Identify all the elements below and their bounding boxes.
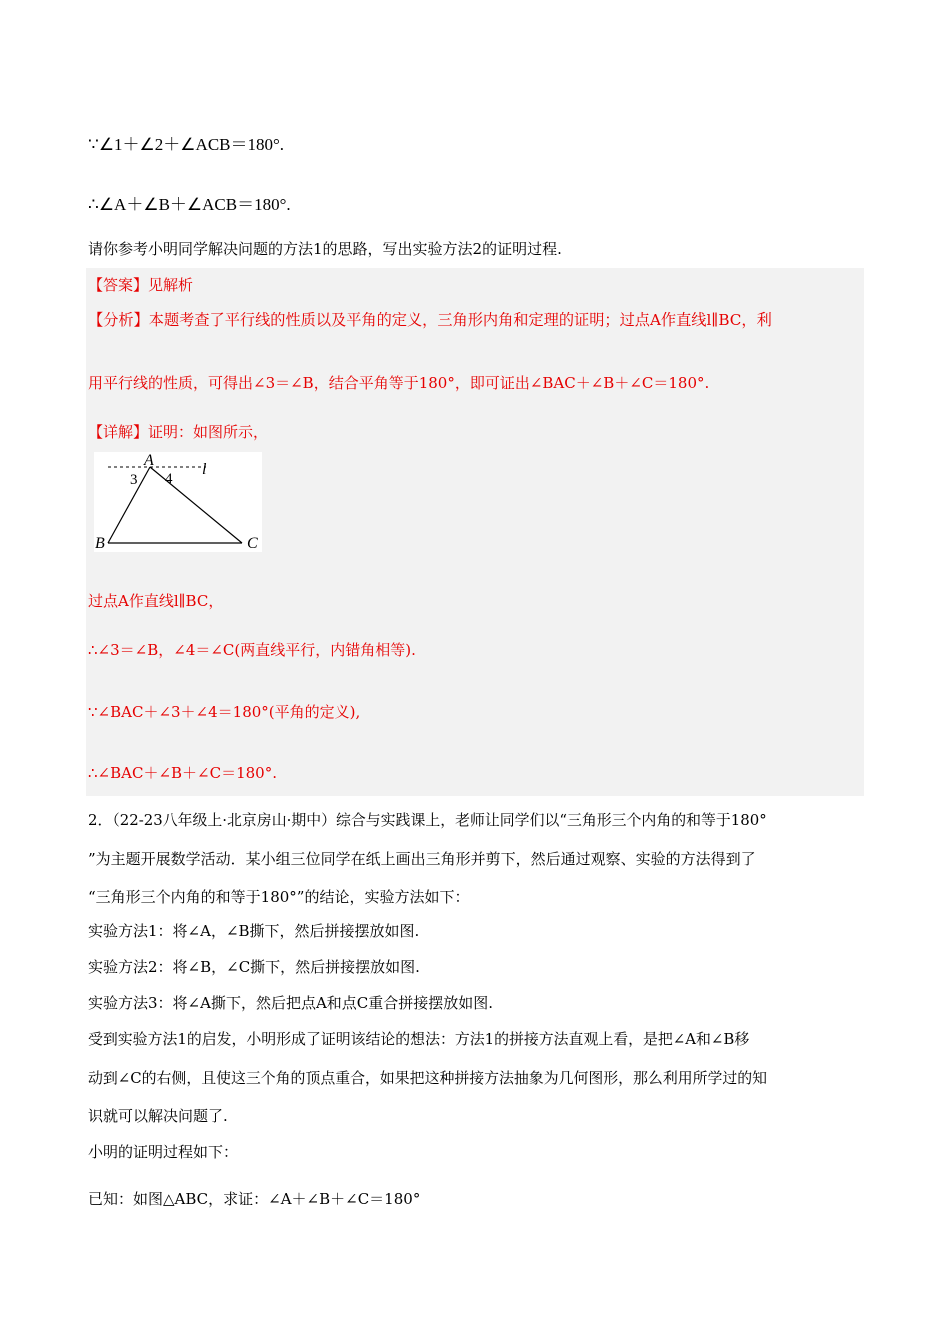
side-ab — [108, 467, 150, 543]
proof-line-because: ∵∠1＋∠2＋∠ACB＝180°. — [88, 135, 285, 154]
label-angle-3: 3 — [130, 472, 138, 488]
method-3: 实验方法3：将∠A撕下，然后把点A和点C重合拼接摆放如图. — [88, 994, 494, 1012]
inspire-line-2: 动到∠C的右侧，且使这三个角的顶点重合，如果把这种拼接方法抽象为几何图形，那么利用所学过的知 — [88, 1069, 768, 1087]
instruction-text: 请你参考小明同学解决问题的方法1的思路，写出实验方法2的证明过程. — [88, 240, 562, 258]
question2-line-2: ”为主题开展数学活动．某小组三位同学在纸上画出三角形并剪下，然后通过观察、实验的方法得到了 — [88, 850, 756, 868]
inspire-line-3: 识就可以解决问题了. — [88, 1107, 228, 1125]
given-line: 已知：如图△ABC，求证：∠A＋∠B＋∠C＝180° — [88, 1190, 421, 1208]
triangle-figure — [94, 452, 262, 552]
detail-heading: 【详解】证明：如图所示， — [88, 423, 269, 441]
proof-line-therefore: ∴∠A＋∠B＋∠ACB＝180°. — [88, 195, 291, 214]
side-ac — [150, 467, 242, 543]
label-a: A — [144, 452, 154, 469]
question2-line-1: 2．（22-23八年级上·北京房山·期中）综合与实践课上，老师让同学们以“三角形三个内角的和等于180° — [88, 811, 767, 829]
step-4: ∴∠BAC＋∠B＋∠C＝180°. — [88, 764, 277, 782]
label-angle-4: 4 — [165, 471, 173, 487]
proof-intro: 小明的证明过程如下： — [88, 1143, 239, 1161]
label-c: C — [247, 535, 258, 552]
label-b: B — [95, 535, 105, 552]
step-2: ∴∠3＝∠B，∠4＝∠C(两直线平行，内错角相等). — [88, 641, 416, 659]
label-l: l — [202, 461, 207, 478]
analysis-line-2: 用平行线的性质，可得出∠3＝∠B，结合平角等于180°，即可证出∠BAC＋∠B＋∠C＝180°. — [88, 374, 710, 392]
triangle-diagram — [94, 452, 262, 552]
method-1: 实验方法1：将∠A，∠B撕下，然后拼接摆放如图. — [88, 922, 420, 940]
method-2: 实验方法2：将∠B，∠C撕下，然后拼接摆放如图. — [88, 958, 420, 976]
question2-line-3: “三角形三个内角的和等于180°”的结论，实验方法如下： — [88, 888, 470, 906]
step-3: ∵∠BAC＋∠3＋∠4＝180°(平角的定义), — [88, 703, 361, 721]
inspire-line-1: 受到实验方法1的启发，小明形成了证明该结论的想法：方法1的拼接方法直观上看，是把∠A和∠B移 — [88, 1030, 750, 1048]
step-1: 过点A作直线l∥BC， — [88, 592, 224, 610]
answer-line: 【答案】见解析 — [88, 276, 194, 294]
analysis-line-1: 【分析】本题考查了平行线的性质以及平角的定义，三角形内角和定理的证明；过点A作直线l∥BC，利 — [88, 311, 772, 329]
